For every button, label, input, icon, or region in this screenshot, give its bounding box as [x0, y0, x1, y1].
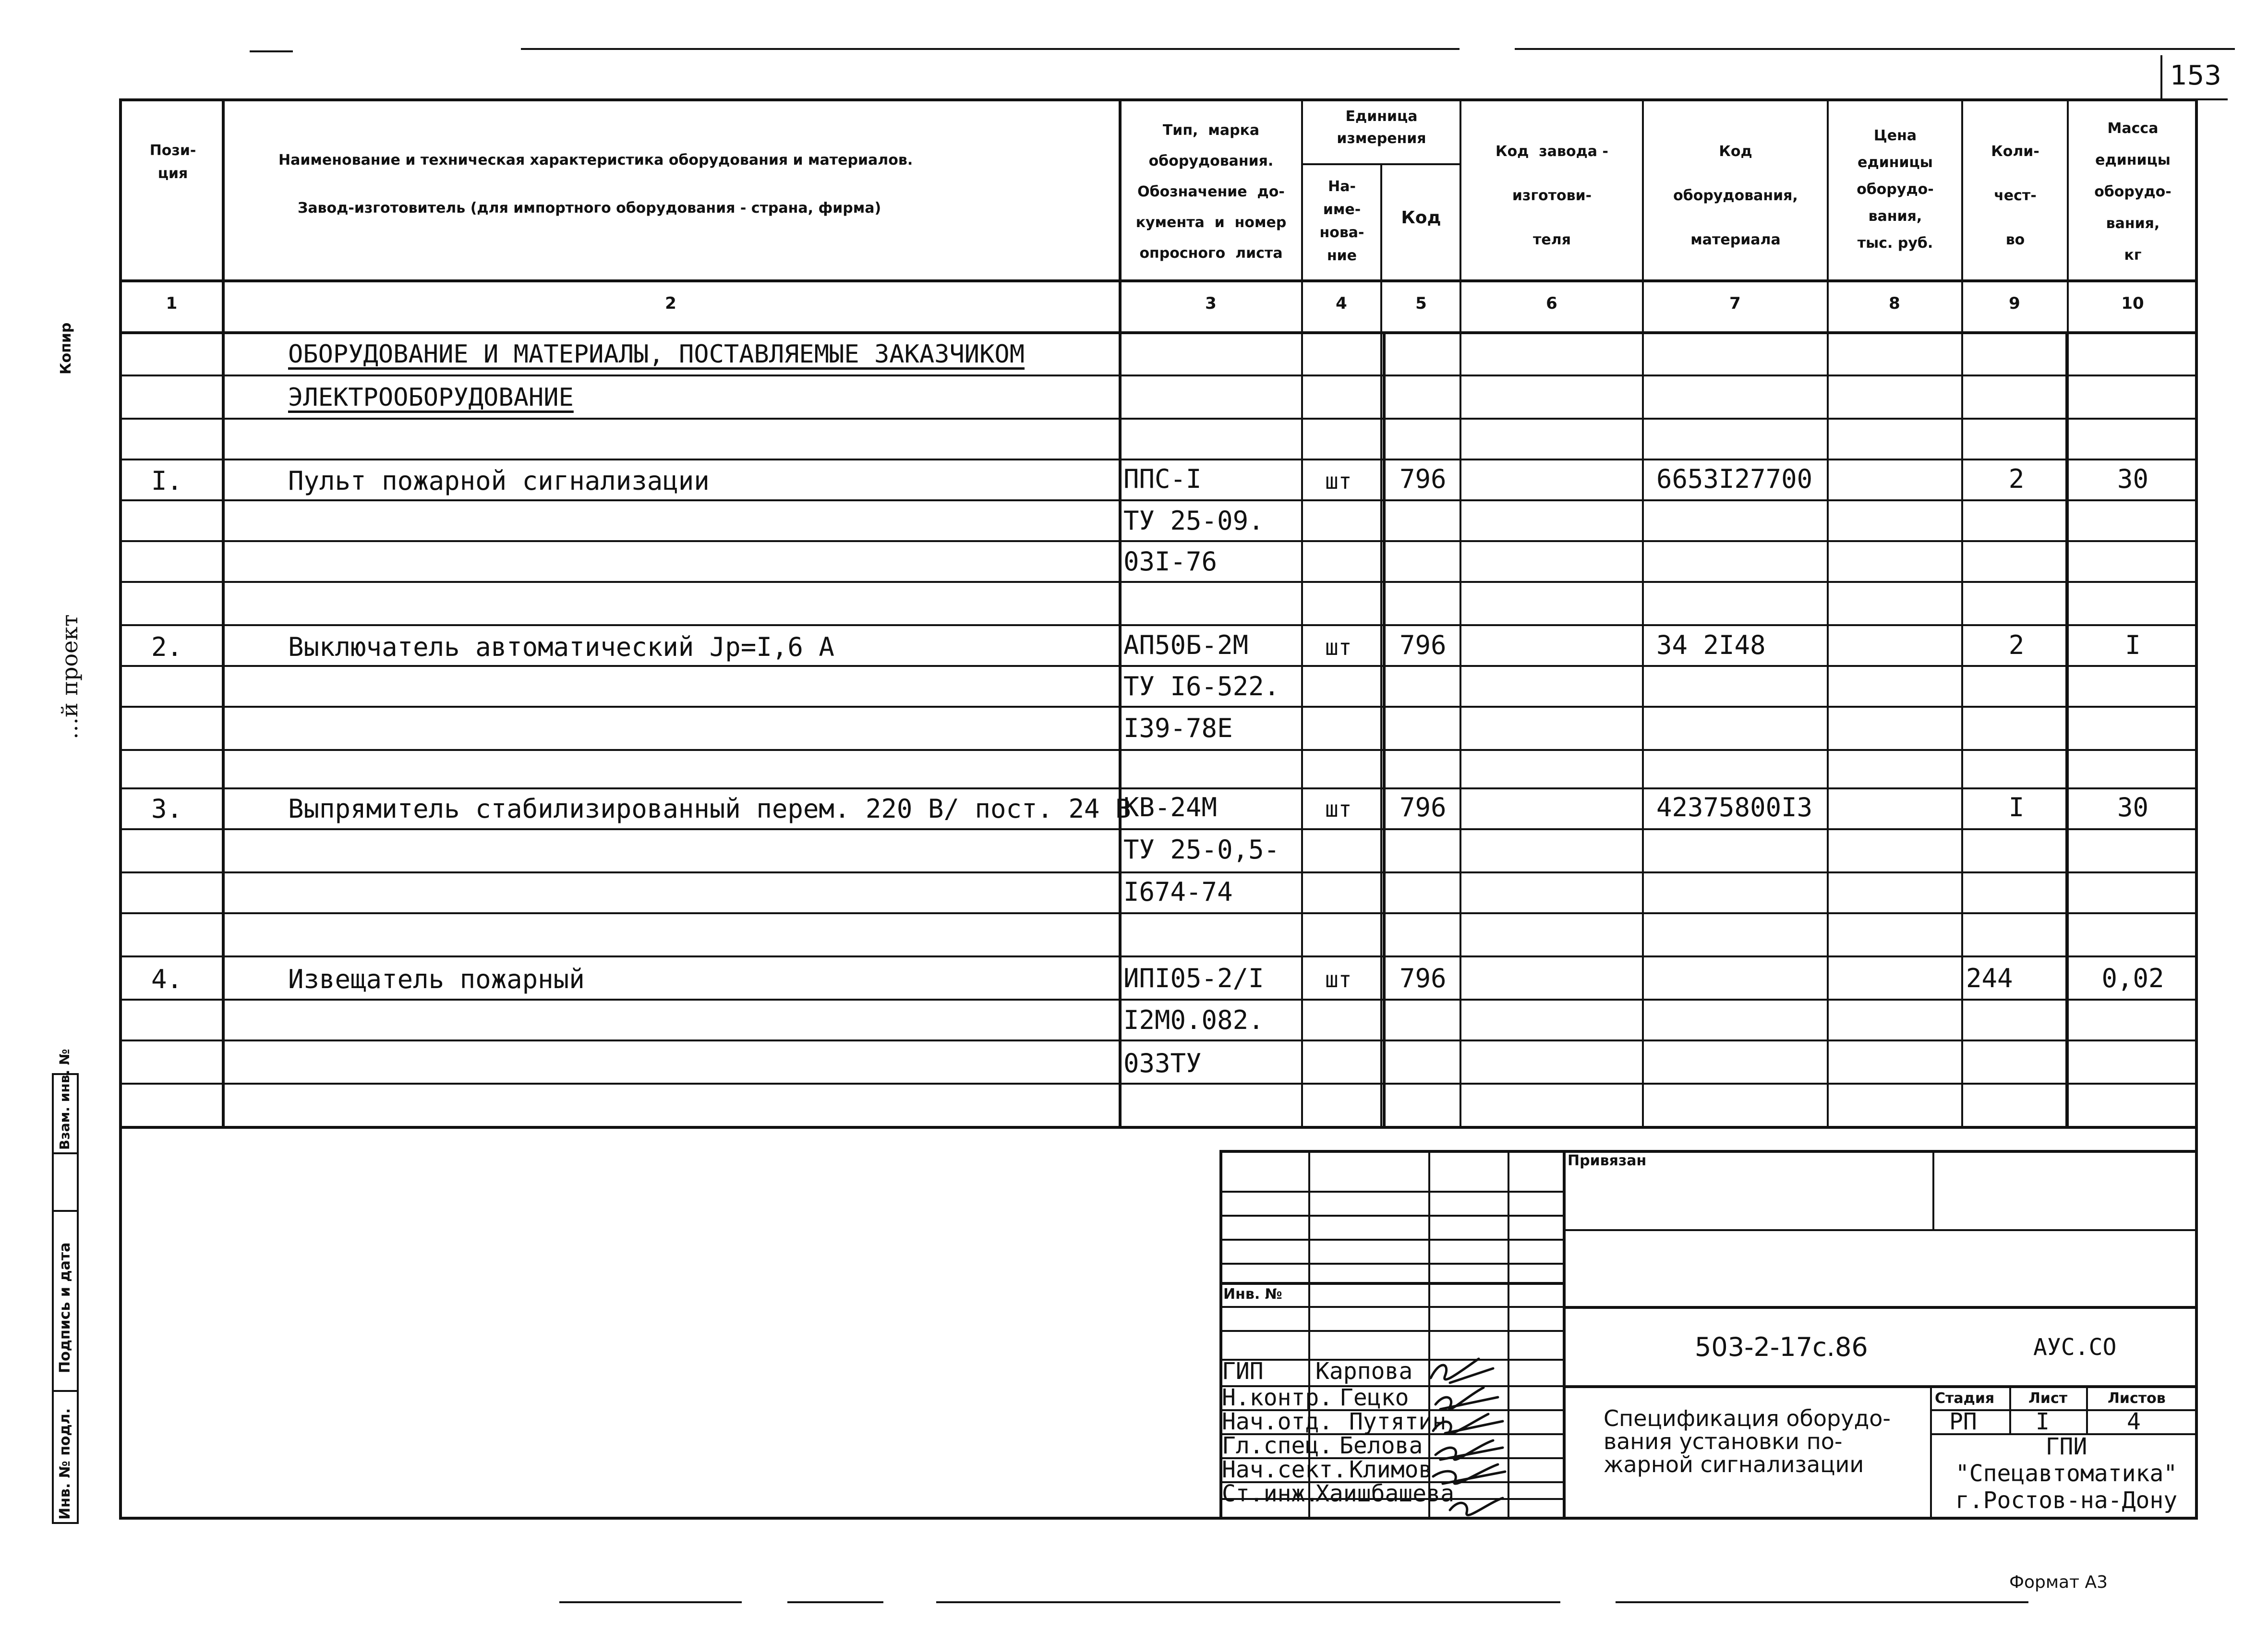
col-num-5: 5 [1415, 294, 1427, 313]
organization: ГПИ "Спецавтоматика" г.Ростов-на-Дону [1955, 1433, 2178, 1514]
header-plant-code: Код завода - изготови- теля [1496, 143, 1608, 248]
row-3-unit: шт [1325, 796, 1352, 822]
row-4-name: Извещатель пожарный [288, 964, 585, 994]
row-2-unit: шт [1325, 634, 1352, 660]
header-type: Тип, марка оборудования. Обозначение до- кумента и номер опросного листа [1135, 122, 1287, 262]
row-4-quantity: 244 [1966, 963, 2013, 993]
signer-2-role: Н.контр. [1222, 1384, 1333, 1411]
row-2-type-2: ТУ I6-522. [1123, 671, 1280, 701]
side-label-sign-date: Подпись и дата [57, 1242, 73, 1373]
signer-3-role: Нач.отд. [1222, 1408, 1333, 1435]
col-num-10: 10 [2121, 294, 2144, 313]
row-3-mass: 30 [2117, 792, 2149, 822]
col-num-4: 4 [1336, 294, 1347, 313]
row-4-mass: 0,02 [2101, 963, 2164, 993]
document-title: Спецификация оборудо- вания установки по- жарной сигнализации [1604, 1405, 1891, 1477]
stage-label: Стадия [1935, 1390, 1995, 1407]
signer-4-name: Белова [1339, 1432, 1423, 1459]
section-heading-electrical: ЭЛЕКТРООБОРУДОВАНИЕ [288, 383, 574, 412]
document-code: 503-2-17с.86 [1695, 1332, 1868, 1362]
page-number: 153 [2170, 60, 2221, 91]
header-unit-name: На- име- нова- ние [1319, 178, 1364, 264]
header-price: Цена единицы оборудо- вания, тыс. руб. [1857, 127, 1934, 252]
row-2-equip-code: 34 2I48 [1656, 630, 1766, 660]
row-1-type-3: 03I-76 [1123, 546, 1218, 577]
row-4-type-1: ИПI05-2/I [1123, 963, 1264, 993]
row-1-position: I. [151, 466, 183, 496]
side-label-copied: Копир [58, 322, 74, 375]
side-label-replace-inv: Взам. инв. № [57, 1049, 72, 1150]
header-unit: Единица измерения [1337, 108, 1426, 147]
signer-5-role: Нач.сект. [1222, 1456, 1347, 1483]
signer-1-role: ГИП [1222, 1358, 1264, 1385]
row-3-equip-code: 42375800I3 [1656, 792, 1813, 822]
privyazan-label: Привязан [1568, 1152, 1647, 1169]
row-1-name: Пульт пожарной сигнализации [288, 466, 710, 496]
row-2-mass: I [2125, 630, 2141, 660]
row-4-type-3: 033ТУ [1123, 1048, 1202, 1078]
row-4-unit: шт [1325, 967, 1352, 992]
row-3-position: 3. [151, 794, 183, 824]
row-1-type-2: ТУ 25-09. [1123, 506, 1264, 536]
format-label: Формат А3 [2009, 1572, 2108, 1592]
col-num-8: 8 [1889, 294, 1900, 313]
row-2-type-1: АП50Б-2М [1123, 630, 1249, 660]
signer-5-name: Климов [1349, 1456, 1433, 1483]
sheets-label: Листов [2108, 1390, 2166, 1407]
row-3-type-1: КВ-24М [1123, 792, 1218, 822]
header-mass: Масса единицы оборудо- вания, кг [2094, 120, 2171, 264]
row-4-position: 4. [151, 964, 183, 994]
signer-4-role: Гл.спец. [1222, 1432, 1333, 1459]
header-manufacturer: Завод-изготовитель (для импортного оборудования - страна, фирма) [298, 200, 881, 217]
row-2-unit-code: 796 [1399, 630, 1447, 660]
header-quantity: Коли- чест- во [1991, 143, 2039, 248]
header-unit-code: Код [1401, 208, 1441, 228]
stage-value: РП [1949, 1408, 1977, 1435]
row-2-type-3: I39-78Е [1123, 713, 1233, 743]
signer-2-name: Гецко [1339, 1384, 1409, 1411]
row-1-equip-code: 6653I27700 [1656, 464, 1813, 494]
signer-1-name: Карпова [1315, 1358, 1413, 1385]
side-label-inv-orig: Инв. № подл. [57, 1408, 73, 1520]
row-2-quantity: 2 [2008, 630, 2025, 660]
col-num-3: 3 [1205, 294, 1217, 313]
side-label-project: …й проект [57, 614, 83, 739]
row-1-unit: шт [1325, 468, 1352, 494]
row-3-type-3: I674-74 [1123, 877, 1233, 907]
signatures [1421, 1349, 1517, 1522]
signer-6-role: Ст.инж. [1222, 1480, 1319, 1507]
col-num-1: 1 [166, 294, 178, 313]
header-position: Пози- ция [149, 142, 196, 182]
row-3-type-2: ТУ 25-0,5- [1123, 834, 1280, 865]
document-suffix: АУС.СО [2033, 1334, 2117, 1361]
inv-no-label: Инв. № [1223, 1286, 1282, 1303]
signer-3-name: Путятин [1349, 1408, 1447, 1435]
header-name: Наименование и техническая характеристика оборудования и материалов. [278, 152, 913, 169]
col-num-2: 2 [665, 294, 676, 313]
row-1-quantity: 2 [2008, 464, 2025, 494]
section-heading-customer: ОБОРУДОВАНИЕ И МАТЕРИАЛЫ, ПОСТАВЛЯЕМЫЕ ЗАКАЗЧИКОМ [288, 340, 1025, 369]
header-equip-code: Код оборудования, материала [1673, 143, 1798, 248]
sheet-label: Лист [2028, 1390, 2068, 1407]
row-1-mass: 30 [2117, 464, 2149, 494]
col-num-7: 7 [1729, 294, 1741, 313]
row-2-name: Выключатель автоматический Jр=I,6 А [288, 632, 834, 662]
sheet-value: I [2036, 1408, 2050, 1435]
row-3-name: Выпрямитель стабилизированный перем. 220 В/ пост. 24 В [288, 794, 1131, 824]
row-2-position: 2. [151, 632, 183, 662]
sheets-value: 4 [2127, 1408, 2141, 1435]
col-num-6: 6 [1546, 294, 1557, 313]
row-1-unit-code: 796 [1399, 464, 1447, 494]
row-3-unit-code: 796 [1399, 792, 1447, 822]
col-num-9: 9 [2009, 294, 2020, 313]
signer-6-name: Хаишбашева [1315, 1480, 1454, 1507]
row-4-type-2: I2М0.082. [1123, 1005, 1264, 1035]
row-3-quantity: I [2008, 792, 2025, 822]
row-4-unit-code: 796 [1399, 963, 1447, 993]
row-1-type-1: ППС-I [1123, 464, 1202, 494]
